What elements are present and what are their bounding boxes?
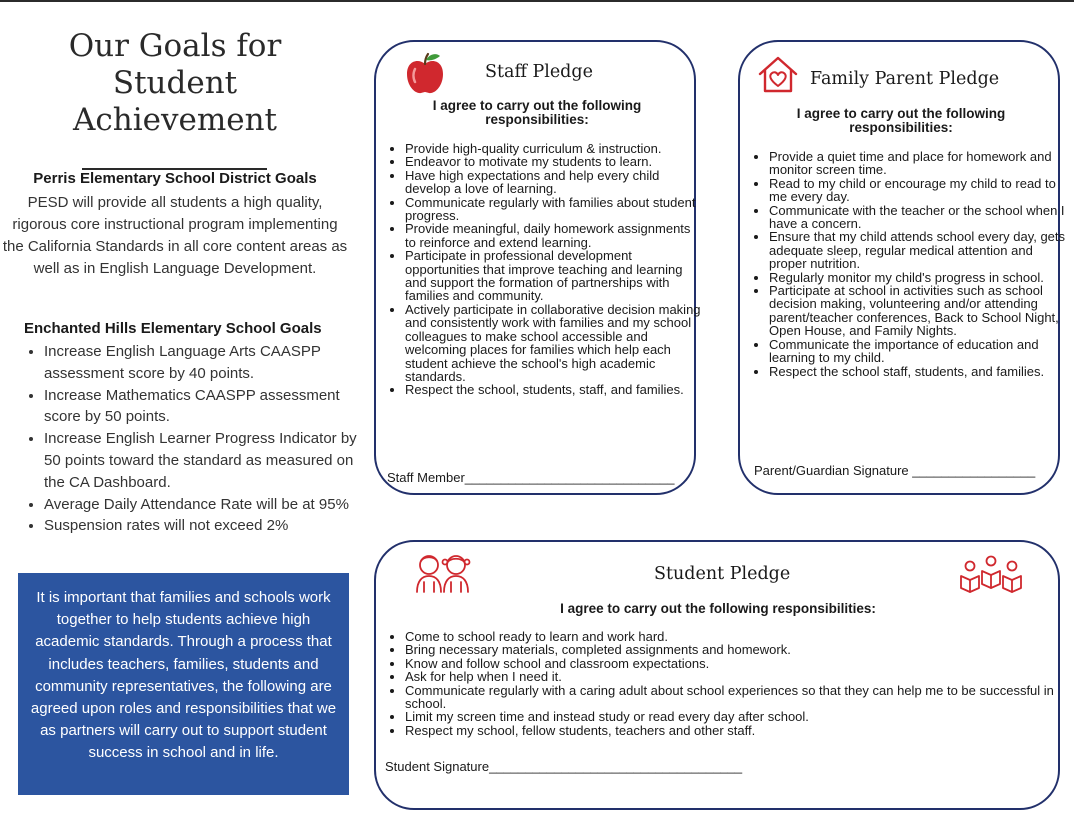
staff-pledge-subtitle: I agree to carry out the following responsibilities: <box>432 98 642 127</box>
list-item: • Ensure that my child attends school every day, gets adequate sleep, regular medical attention and proper nutrition. <box>769 230 1069 270</box>
list-item: • Limit my screen time and instead study or read every day after school. <box>405 710 1057 723</box>
page-title: Our Goals for Student Achievement <box>68 28 282 138</box>
family-pledge-card <box>738 40 1066 495</box>
list-item: • Have high expectations and help every child develop a love of learning. <box>405 169 701 196</box>
list-item: • Communicate with the teacher or the school when I have a concern. <box>769 204 1069 231</box>
reading-students-icon <box>958 554 1024 594</box>
partnership-box: It is important that families and schools work together to help students achieve high academic standards. Through a process that includes teachers, families, students and community representatives, the following are agreed upon roles and responsibilities that we as partners will carry out to support student success in school and in life. <box>18 573 349 795</box>
school-goals-list <box>24 341 362 537</box>
list-item: • Actively participate in collaborative decision making and consistently work with families and my school colleagues to make school accessible and welcoming places for families which help each student achieve the school's high academic standards. <box>405 303 701 383</box>
list-item: • Bring necessary materials, completed assignments and homework. <box>405 643 1057 656</box>
staff-signature-line: Staff Member_____________________________ <box>387 470 675 485</box>
list-item: • Provide high-quality curriculum & instruction. <box>405 142 701 155</box>
apple-icon <box>404 52 446 96</box>
list-item: • Communicate the importance of education and learning to my child. <box>769 338 1069 365</box>
list-item: • Increase English Learner Progress Indicator by 50 points toward the standard as measured on the CA Dashboard. <box>44 428 362 493</box>
top-border <box>0 0 1074 2</box>
family-pledge-subtitle: I agree to carry out the following responsibilities: <box>796 106 1006 135</box>
staff-pledge-list <box>389 142 701 397</box>
district-goals-text: PESD will provide all students a high quality, rigorous core instructional program implementing the California Standards in all core content areas as well as in English Language Development. <box>2 194 348 277</box>
school-goals-heading: Enchanted Hills Elementary School Goals <box>24 320 322 337</box>
student-pledge-title: Student Pledge <box>654 564 791 584</box>
staff-pledge-title: Staff Pledge <box>485 62 593 82</box>
list-item: • Average Daily Attendance Rate will be at 95% <box>44 494 362 516</box>
student-pledge-card <box>374 540 1060 810</box>
list-item: • Communicate regularly with families about student progress. <box>405 196 701 223</box>
list-item: • Endeavor to motivate my students to learn. <box>405 155 701 168</box>
list-item: • Come to school ready to learn and work hard. <box>405 630 1057 643</box>
list-item: • Respect the school staff, students, and families. <box>769 365 1069 378</box>
list-item: • Provide meaningful, daily homework assignments to reinforce and extend learning. <box>405 222 701 249</box>
list-item: • Participate at school in activities such as school decision making, volunteering and/or attending parent/teacher conferences, Back to School Night, Open House, and Family Nights. <box>769 284 1069 338</box>
list-item: • Respect my school, fellow students, teachers and other staff. <box>405 724 1057 737</box>
list-item: • Regularly monitor my child's progress in school. <box>769 271 1069 284</box>
district-goals-heading: Perris Elementary School District Goals <box>33 170 317 187</box>
list-item: • Increase Mathematics CAASPP assessment score by 50 points. <box>44 385 362 429</box>
family-pledge-title: Family Parent Pledge <box>810 69 1000 89</box>
house-heart-icon <box>756 54 800 94</box>
children-icon <box>412 552 474 594</box>
list-item: • Communicate regularly with a caring adult about school experiences so that they can help me to be successful in school. <box>405 684 1057 711</box>
list-item: • Participate in professional development opportunities that improve teaching and learning and support the formation of partnerships with families and community. <box>405 249 701 303</box>
staff-pledge-card <box>374 40 701 495</box>
student-signature-line: Student Signature___________________________________ <box>385 759 743 774</box>
student-pledge-list <box>389 630 1057 737</box>
list-item: • Suspension rates will not exceed 2% <box>44 515 362 537</box>
list-item: • Ask for help when I need it. <box>405 670 1057 683</box>
family-pledge-list <box>753 150 1069 378</box>
list-item: • Respect the school, students, staff, and families. <box>405 383 701 396</box>
list-item: • Know and follow school and classroom expectations. <box>405 657 1057 670</box>
student-pledge-subtitle: I agree to carry out the following responsibilities: <box>560 601 876 616</box>
list-item: • Read to my child or encourage my child to read to me every day. <box>769 177 1069 204</box>
parent-signature-line: Parent/Guardian Signature _________________ <box>754 463 1036 478</box>
list-item: • Provide a quiet time and place for homework and monitor screen time. <box>769 150 1069 177</box>
list-item: • Increase English Language Arts CAASPP assessment score by 40 points. <box>44 341 362 385</box>
